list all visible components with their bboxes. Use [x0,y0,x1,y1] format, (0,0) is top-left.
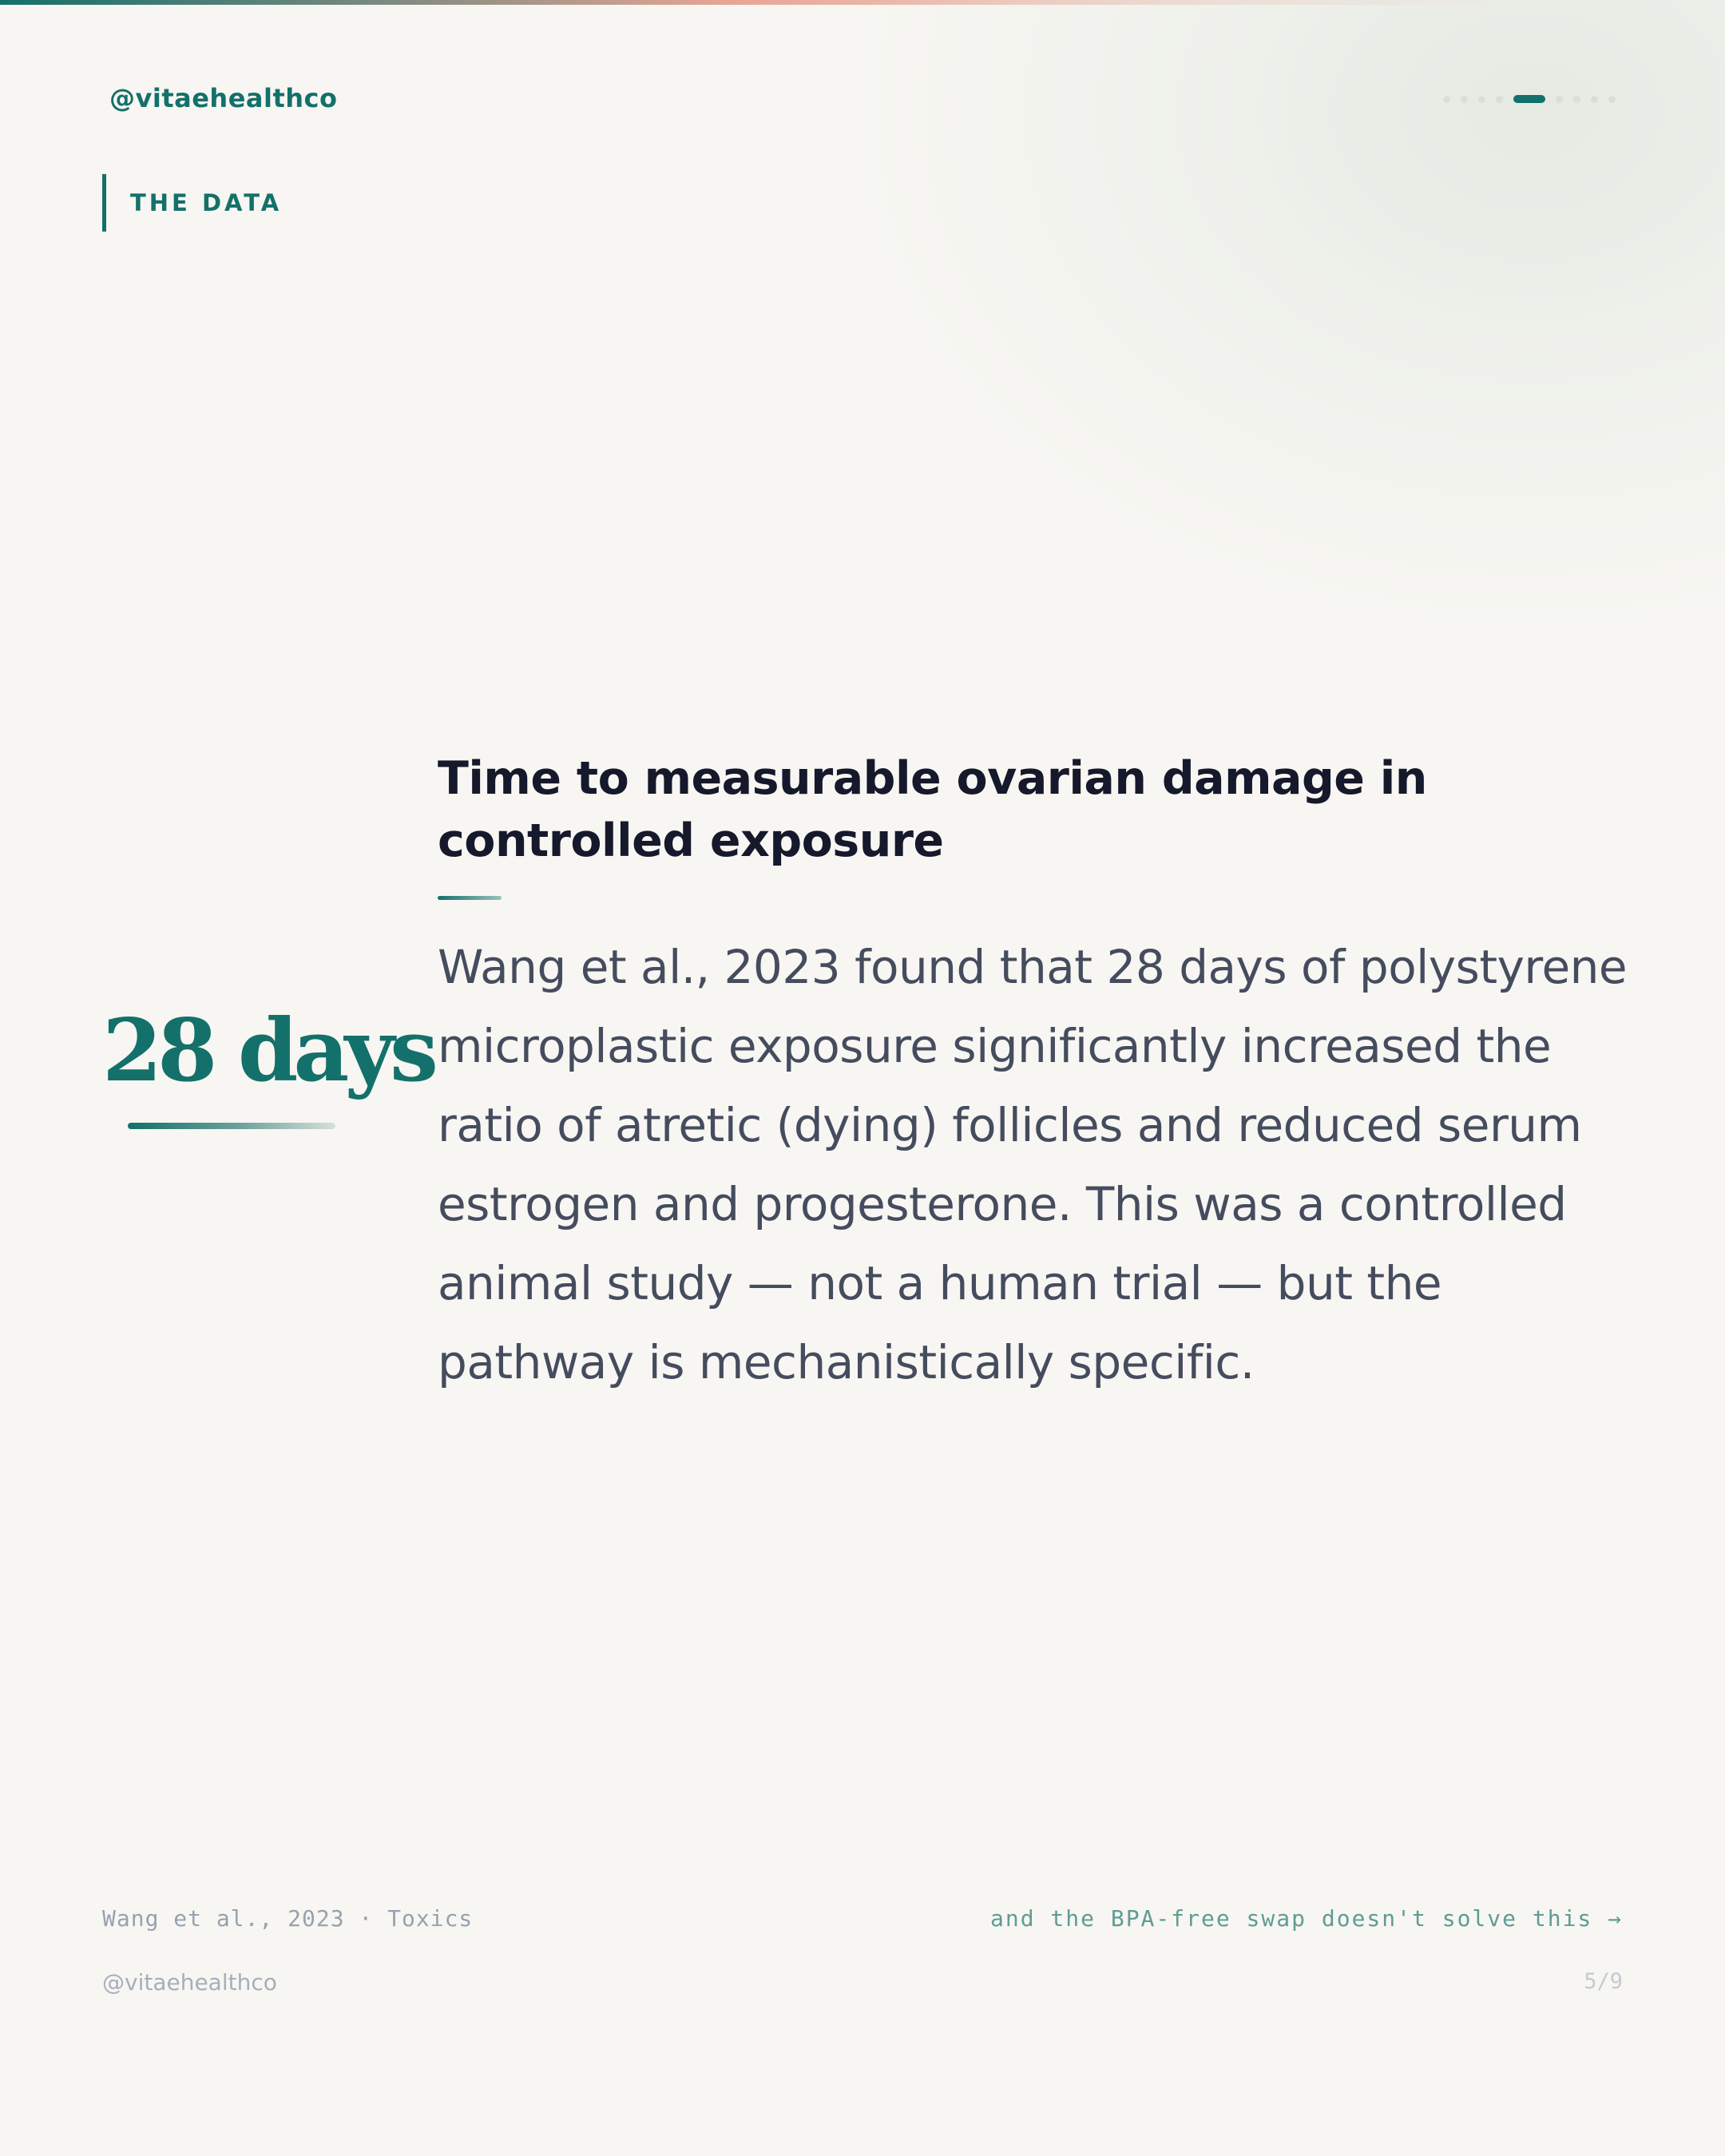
pagination-dot-8[interactable] [1591,96,1598,103]
headline-rule [438,896,502,900]
pagination-dot-4[interactable] [1496,96,1503,103]
page-indicator: 5/9 [1584,1969,1623,1994]
source-citation: Wang et al., 2023 · Toxics [102,1905,474,1932]
pagination-dot-6[interactable] [1556,96,1563,103]
next-slide-teaser[interactable]: and the BPA-free swap doesn't solve this → [989,1905,1623,1932]
pagination-dot-1[interactable] [1443,96,1450,103]
stat-underline [128,1123,335,1129]
body-paragraph: Wang et al., 2023 found that 28 days of polystyrene microplastic exposure significantly increased the ratio of atretic (dying) follicles and reduced serum estrogen and progesterone. This was a controlled animal study — not a human trial — but the pathway is mechanistically specific. [438,940,1628,1389]
pagination-dot-2[interactable] [1461,96,1468,103]
pagination-dot-7[interactable] [1573,96,1580,103]
headline: Time to measurable ovarian damage in controlled exposure [438,752,1427,867]
stat-value: 28 days [102,1001,434,1101]
pagination-dot-5-active[interactable] [1513,95,1545,103]
pagination-dot-9[interactable] [1608,96,1616,103]
pagination-dot-3[interactable] [1478,96,1485,103]
slide-pagination-dots [1443,94,1626,104]
footer-handle: @vitaehealthco [102,1969,277,1995]
section-label: THE DATA [102,174,282,232]
brand-handle: @vitaehealthco [109,83,338,113]
